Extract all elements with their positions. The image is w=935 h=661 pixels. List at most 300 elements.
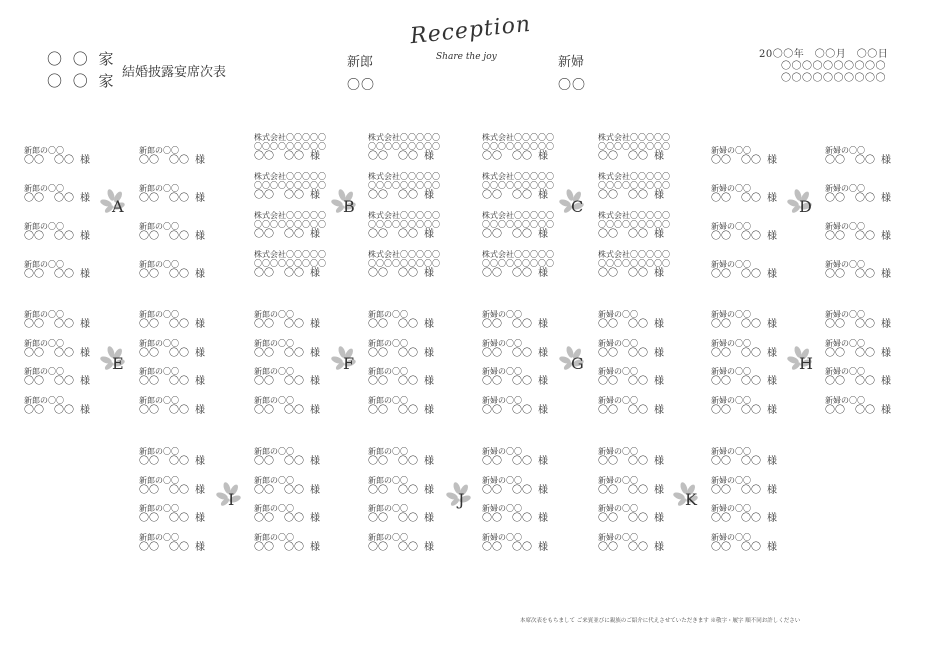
- table-letter: F: [343, 354, 355, 373]
- honorific: 様: [538, 485, 548, 496]
- guest-title: 新郎の〇〇: [254, 339, 294, 348]
- guest-entry: [482, 250, 582, 280]
- guest-name: 〇〇 〇〇 様: [598, 268, 664, 279]
- guest-title: 新郎の〇〇: [368, 367, 408, 376]
- guest-entry: [254, 447, 354, 468]
- family-names: [47, 48, 117, 92]
- honorific: 様: [538, 151, 548, 162]
- guest-company-sub: 〇〇〇〇〇〇〇〇〇: [482, 181, 554, 190]
- honorific: 様: [654, 348, 664, 359]
- honorific: 様: [881, 269, 891, 280]
- guest-title: 新婦の〇〇: [711, 146, 751, 155]
- guest-name: 〇〇 〇〇 様: [598, 456, 664, 467]
- guest-name: 〇〇 〇〇 様: [254, 151, 320, 162]
- guest-company: 株式会社〇〇〇〇〇: [598, 172, 670, 181]
- guest-entry: [254, 396, 354, 417]
- guest-entry: [482, 133, 582, 163]
- honorific: 様: [424, 376, 434, 387]
- guest-name: 〇〇 〇〇 様: [368, 485, 434, 496]
- guest-title: 新郎の〇〇: [139, 222, 179, 231]
- guest-entry: [254, 133, 354, 163]
- guest-name: 〇〇 〇〇 様: [711, 231, 777, 242]
- guest-name: 〇〇 〇〇 様: [139, 319, 205, 330]
- guest-company-sub: 〇〇〇〇〇〇〇〇〇: [254, 142, 326, 151]
- guest-name: 〇〇 〇〇 様: [254, 268, 320, 279]
- honorific: 様: [767, 269, 777, 280]
- logo-sub-text: Share the joy: [436, 52, 497, 62]
- honorific: 様: [80, 269, 90, 280]
- guest-title: 新婦の〇〇: [711, 184, 751, 193]
- guest-name: 〇〇 〇〇 様: [482, 319, 548, 330]
- guest-title: 新婦の〇〇: [711, 222, 751, 231]
- guest-name: 〇〇 〇〇 様: [24, 269, 90, 280]
- guest-title: 新郎の〇〇: [139, 396, 179, 405]
- honorific: 様: [538, 376, 548, 387]
- guest-entry: [482, 504, 582, 525]
- guest-title: 新婦の〇〇: [598, 367, 638, 376]
- guest-name: 〇〇 〇〇 様: [254, 190, 320, 201]
- honorific: 様: [654, 405, 664, 416]
- guest-title: 新婦の〇〇: [825, 260, 865, 269]
- guest-title: 新郎の〇〇: [24, 367, 64, 376]
- guest-title: 新婦の〇〇: [711, 367, 751, 376]
- guest-title: 新婦の〇〇: [825, 339, 865, 348]
- table-marker-i: [220, 486, 250, 516]
- guest-name: 〇〇 〇〇 様: [139, 269, 205, 280]
- guest-company-sub: 〇〇〇〇〇〇〇〇〇: [368, 142, 440, 151]
- honorific: 様: [424, 268, 434, 279]
- guest-company-sub: 〇〇〇〇〇〇〇〇〇: [598, 220, 670, 229]
- honorific: 様: [424, 542, 434, 553]
- guest-name: 〇〇 〇〇 様: [482, 229, 548, 240]
- guest-title: 新婦の〇〇: [482, 533, 522, 542]
- table-marker-e: [104, 350, 134, 380]
- guest-title: 新婦の〇〇: [711, 447, 751, 456]
- honorific: 様: [424, 485, 434, 496]
- honorific: 様: [538, 456, 548, 467]
- guest-name: 〇〇 〇〇 様: [368, 190, 434, 201]
- honorific: 様: [310, 405, 320, 416]
- guest-name: 〇〇 〇〇 様: [368, 348, 434, 359]
- guest-name: 〇〇 〇〇 様: [598, 542, 664, 553]
- event-date: 20〇〇年 〇〇月 〇〇日: [759, 49, 889, 60]
- honorific: 様: [538, 513, 548, 524]
- honorific: 様: [424, 513, 434, 524]
- guest-name: 〇〇 〇〇 様: [368, 376, 434, 387]
- honorific: 様: [654, 151, 664, 162]
- honorific: 様: [195, 155, 205, 166]
- guest-name: 〇〇 〇〇 様: [825, 376, 891, 387]
- guest-company: 株式会社〇〇〇〇〇: [368, 250, 440, 259]
- honorific: 様: [195, 348, 205, 359]
- guest-entry: [139, 367, 239, 388]
- guest-name: 〇〇 〇〇 様: [254, 513, 320, 524]
- guest-name: 〇〇 〇〇 様: [598, 319, 664, 330]
- guest-name: 〇〇 〇〇 様: [598, 376, 664, 387]
- table-letter: D: [799, 197, 812, 216]
- guest-company: 株式会社〇〇〇〇〇: [482, 172, 554, 181]
- guest-entry: [825, 260, 925, 281]
- guest-entry: [139, 339, 239, 360]
- table-letter: G: [571, 354, 584, 373]
- honorific: 様: [195, 456, 205, 467]
- guest-entry: [825, 396, 925, 417]
- honorific: 様: [654, 542, 664, 553]
- guest-entry: [139, 184, 239, 205]
- honorific: 様: [424, 319, 434, 330]
- guest-entry: [598, 396, 698, 417]
- honorific: 様: [80, 231, 90, 242]
- guest-title: 新郎の〇〇: [139, 146, 179, 155]
- honorific: 様: [80, 193, 90, 204]
- guest-name: 〇〇 〇〇 様: [482, 190, 548, 201]
- bride-label: 新婦: [558, 55, 585, 70]
- guest-entry: [368, 447, 468, 468]
- guest-entry: [254, 250, 354, 280]
- table-letter: K: [685, 490, 697, 509]
- guest-entry: [24, 260, 124, 281]
- guest-company: 株式会社〇〇〇〇〇: [254, 172, 326, 181]
- guest-entry: [368, 310, 468, 331]
- guest-name: 〇〇 〇〇 様: [139, 485, 205, 496]
- table-letter: H: [799, 354, 813, 373]
- guest-entry: [825, 146, 925, 167]
- guest-entry: [482, 447, 582, 468]
- honorific: 様: [310, 348, 320, 359]
- guest-entry: [368, 396, 468, 417]
- guest-entry: [139, 396, 239, 417]
- groom-label: 新郎: [347, 55, 374, 70]
- honorific: 様: [654, 229, 664, 240]
- table-letter: J: [458, 490, 465, 509]
- guest-name: 〇〇 〇〇 様: [825, 155, 891, 166]
- guest-entry: [368, 533, 468, 554]
- guest-entry: [254, 504, 354, 525]
- guest-entry: [139, 533, 239, 554]
- guest-title: 新婦の〇〇: [482, 310, 522, 319]
- guest-entry: [139, 260, 239, 281]
- guest-name: 〇〇 〇〇 様: [139, 456, 205, 467]
- guest-entry: [598, 133, 698, 163]
- honorific: 様: [538, 542, 548, 553]
- guest-entry: [711, 533, 811, 554]
- honorific: 様: [310, 190, 320, 201]
- guest-name: 〇〇 〇〇 様: [24, 193, 90, 204]
- table-letter: C: [571, 197, 584, 216]
- honorific: 様: [195, 542, 205, 553]
- guest-company-sub: 〇〇〇〇〇〇〇〇〇: [598, 259, 670, 268]
- table-marker-g: [563, 350, 593, 380]
- guest-name: 〇〇 〇〇 様: [711, 155, 777, 166]
- guest-name: 〇〇 〇〇 様: [825, 348, 891, 359]
- honorific: 様: [654, 513, 664, 524]
- guest-entry: [598, 447, 698, 468]
- guest-entry: [139, 146, 239, 167]
- guest-company: 株式会社〇〇〇〇〇: [482, 211, 554, 220]
- honorific: 様: [881, 348, 891, 359]
- guest-entry: [368, 367, 468, 388]
- honorific: 様: [310, 513, 320, 524]
- guest-name: 〇〇 〇〇 様: [368, 151, 434, 162]
- guest-entry: [825, 339, 925, 360]
- guest-entry: [711, 476, 811, 497]
- honorific: 様: [654, 319, 664, 330]
- guest-name: 〇〇 〇〇 様: [825, 405, 891, 416]
- guest-name: 〇〇 〇〇 様: [254, 485, 320, 496]
- guest-title: 新郎の〇〇: [139, 184, 179, 193]
- honorific: 様: [538, 229, 548, 240]
- guest-title: 新郎の〇〇: [368, 476, 408, 485]
- groom-block: [347, 51, 375, 93]
- guest-name: 〇〇 〇〇 様: [254, 229, 320, 240]
- guest-name: 〇〇 〇〇 様: [598, 348, 664, 359]
- guest-name: 〇〇 〇〇 様: [139, 231, 205, 242]
- guest-entry: [24, 222, 124, 243]
- honorific: 様: [310, 319, 320, 330]
- guest-name: 〇〇 〇〇 様: [24, 348, 90, 359]
- guest-company: 株式会社〇〇〇〇〇: [368, 172, 440, 181]
- guest-company: 株式会社〇〇〇〇〇: [368, 133, 440, 142]
- guest-entry: [711, 504, 811, 525]
- guest-name: 〇〇 〇〇 様: [598, 190, 664, 201]
- honorific: 様: [424, 229, 434, 240]
- guest-title: 新婦の〇〇: [482, 396, 522, 405]
- table-letter: A: [112, 197, 124, 216]
- guest-title: 新婦の〇〇: [482, 339, 522, 348]
- guest-title: 新郎の〇〇: [139, 533, 179, 542]
- honorific: 様: [538, 190, 548, 201]
- guest-company-sub: 〇〇〇〇〇〇〇〇〇: [368, 181, 440, 190]
- bride-block: [558, 51, 586, 93]
- guest-title: 新郎の〇〇: [139, 447, 179, 456]
- guest-entry: [598, 172, 698, 202]
- honorific: 様: [767, 376, 777, 387]
- guest-title: 新婦の〇〇: [825, 222, 865, 231]
- bride-name: 〇〇: [558, 78, 587, 93]
- guest-name: 〇〇 〇〇 様: [368, 513, 434, 524]
- guest-title: 新郎の〇〇: [254, 447, 294, 456]
- guest-title: 新婦の〇〇: [598, 504, 638, 513]
- guest-name: 〇〇 〇〇 様: [482, 456, 548, 467]
- honorific: 様: [767, 155, 777, 166]
- guest-entry: [24, 396, 124, 417]
- guest-title: 新郎の〇〇: [24, 222, 64, 231]
- guest-entry: [598, 310, 698, 331]
- guest-entry: [139, 310, 239, 331]
- guest-entry: [368, 172, 468, 202]
- guest-name: 〇〇 〇〇 様: [368, 456, 434, 467]
- guest-entry: [711, 146, 811, 167]
- guest-title: 新郎の〇〇: [139, 367, 179, 376]
- guest-entry: [254, 533, 354, 554]
- guest-entry: [482, 396, 582, 417]
- guest-company-sub: 〇〇〇〇〇〇〇〇〇: [598, 142, 670, 151]
- venue-line-2: 〇〇〇〇〇〇〇〇〇〇: [781, 73, 886, 84]
- guest-name: 〇〇 〇〇 様: [598, 229, 664, 240]
- honorific: 様: [881, 155, 891, 166]
- guest-name: 〇〇 〇〇 様: [711, 348, 777, 359]
- guest-entry: [368, 250, 468, 280]
- honorific: 様: [310, 376, 320, 387]
- honorific: 様: [654, 376, 664, 387]
- guest-title: 新郎の〇〇: [368, 504, 408, 513]
- guest-entry: [368, 211, 468, 241]
- guest-title: 新郎の〇〇: [24, 339, 64, 348]
- guest-entry: [711, 396, 811, 417]
- bride-family: 〇 〇 家: [47, 72, 117, 90]
- event-info: [759, 49, 888, 85]
- honorific: 様: [767, 405, 777, 416]
- honorific: 様: [310, 542, 320, 553]
- guest-company: 株式会社〇〇〇〇〇: [482, 250, 554, 259]
- guest-name: 〇〇 〇〇 様: [482, 268, 548, 279]
- guest-title: 新婦の〇〇: [825, 396, 865, 405]
- guest-name: 〇〇 〇〇 様: [598, 513, 664, 524]
- guest-name: 〇〇 〇〇 様: [482, 405, 548, 416]
- guest-entry: [598, 250, 698, 280]
- honorific: 様: [195, 231, 205, 242]
- guest-title: 新郎の〇〇: [254, 310, 294, 319]
- table-marker-a: [104, 193, 134, 223]
- table-marker-h: [791, 350, 821, 380]
- guest-name: 〇〇 〇〇 様: [139, 155, 205, 166]
- honorific: 様: [310, 229, 320, 240]
- guest-company-sub: 〇〇〇〇〇〇〇〇〇: [368, 259, 440, 268]
- guest-company: 株式会社〇〇〇〇〇: [598, 133, 670, 142]
- guest-entry: [598, 211, 698, 241]
- honorific: 様: [195, 319, 205, 330]
- guest-company: 株式会社〇〇〇〇〇: [254, 133, 326, 142]
- honorific: 様: [881, 376, 891, 387]
- honorific: 様: [654, 190, 664, 201]
- guest-title: 新郎の〇〇: [368, 533, 408, 542]
- guest-title: 新婦の〇〇: [482, 476, 522, 485]
- guest-title: 新郎の〇〇: [254, 504, 294, 513]
- guest-company: 株式会社〇〇〇〇〇: [482, 133, 554, 142]
- guest-title: 新郎の〇〇: [368, 310, 408, 319]
- guest-entry: [254, 476, 354, 497]
- table-marker-c: [563, 193, 593, 223]
- guest-company-sub: 〇〇〇〇〇〇〇〇〇: [254, 259, 326, 268]
- guest-name: 〇〇 〇〇 様: [711, 405, 777, 416]
- guest-name: 〇〇 〇〇 様: [711, 456, 777, 467]
- guest-title: 新婦の〇〇: [711, 533, 751, 542]
- table-marker-b: [335, 193, 365, 223]
- guest-title: 新婦の〇〇: [825, 184, 865, 193]
- guest-title: 新郎の〇〇: [24, 260, 64, 269]
- honorific: 様: [424, 405, 434, 416]
- guest-entry: [711, 447, 811, 468]
- guest-title: 新郎の〇〇: [368, 339, 408, 348]
- guest-title: 新婦の〇〇: [598, 476, 638, 485]
- guest-entry: [711, 222, 811, 243]
- guest-name: 〇〇 〇〇 様: [139, 376, 205, 387]
- guest-company: 株式会社〇〇〇〇〇: [254, 211, 326, 220]
- guest-name: 〇〇 〇〇 様: [368, 405, 434, 416]
- guest-name: 〇〇 〇〇 様: [24, 405, 90, 416]
- guest-title: 新郎の〇〇: [139, 476, 179, 485]
- guest-name: 〇〇 〇〇 様: [825, 231, 891, 242]
- table-letter: E: [112, 354, 124, 373]
- guest-title: 新郎の〇〇: [24, 310, 64, 319]
- venue-line-1: 〇〇〇〇〇〇〇〇〇〇: [781, 61, 886, 72]
- honorific: 様: [310, 151, 320, 162]
- honorific: 様: [767, 231, 777, 242]
- honorific: 様: [424, 190, 434, 201]
- table-marker-d: [791, 193, 821, 223]
- guest-name: 〇〇 〇〇 様: [711, 376, 777, 387]
- guest-name: 〇〇 〇〇 様: [368, 229, 434, 240]
- guest-name: 〇〇 〇〇 様: [139, 513, 205, 524]
- guest-name: 〇〇 〇〇 様: [711, 513, 777, 524]
- guest-name: 〇〇 〇〇 様: [24, 376, 90, 387]
- guest-title: 新郎の〇〇: [254, 396, 294, 405]
- guest-entry: [598, 533, 698, 554]
- guest-title: 新婦の〇〇: [598, 339, 638, 348]
- guest-entry: [711, 310, 811, 331]
- guest-entry: [482, 310, 582, 331]
- honorific: 様: [195, 405, 205, 416]
- guest-name: 〇〇 〇〇 様: [24, 155, 90, 166]
- guest-name: 〇〇 〇〇 様: [254, 348, 320, 359]
- guest-title: 新郎の〇〇: [139, 339, 179, 348]
- honorific: 様: [424, 348, 434, 359]
- honorific: 様: [538, 405, 548, 416]
- honorific: 様: [767, 319, 777, 330]
- honorific: 様: [195, 513, 205, 524]
- guest-name: 〇〇 〇〇 様: [139, 193, 205, 204]
- guest-entry: [825, 184, 925, 205]
- guest-title: 新郎の〇〇: [139, 504, 179, 513]
- honorific: 様: [538, 348, 548, 359]
- guest-company-sub: 〇〇〇〇〇〇〇〇〇: [368, 220, 440, 229]
- guest-company-sub: 〇〇〇〇〇〇〇〇〇: [254, 220, 326, 229]
- honorific: 様: [195, 485, 205, 496]
- guest-company: 株式会社〇〇〇〇〇: [254, 250, 326, 259]
- honorific: 様: [654, 456, 664, 467]
- guest-title: 新婦の〇〇: [482, 367, 522, 376]
- honorific: 様: [881, 319, 891, 330]
- guest-entry: [254, 310, 354, 331]
- guest-company-sub: 〇〇〇〇〇〇〇〇〇: [482, 142, 554, 151]
- guest-title: 新婦の〇〇: [711, 396, 751, 405]
- guest-name: 〇〇 〇〇 様: [825, 319, 891, 330]
- guest-name: 〇〇 〇〇 様: [254, 405, 320, 416]
- guest-title: 新婦の〇〇: [598, 310, 638, 319]
- honorific: 様: [195, 269, 205, 280]
- table-marker-f: [335, 350, 365, 380]
- guest-name: 〇〇 〇〇 様: [711, 319, 777, 330]
- guest-name: 〇〇 〇〇 様: [139, 542, 205, 553]
- guest-company-sub: 〇〇〇〇〇〇〇〇〇: [598, 181, 670, 190]
- guest-title: 新郎の〇〇: [139, 310, 179, 319]
- honorific: 様: [767, 348, 777, 359]
- guest-company-sub: 〇〇〇〇〇〇〇〇〇: [254, 181, 326, 190]
- guest-name: 〇〇 〇〇 様: [254, 376, 320, 387]
- guest-company-sub: 〇〇〇〇〇〇〇〇〇: [482, 220, 554, 229]
- honorific: 様: [881, 231, 891, 242]
- honorific: 様: [80, 319, 90, 330]
- guest-title: 新郎の〇〇: [24, 184, 64, 193]
- guest-name: 〇〇 〇〇 様: [598, 151, 664, 162]
- guest-name: 〇〇 〇〇 様: [482, 542, 548, 553]
- table-letter: I: [228, 490, 235, 509]
- guest-company: 株式会社〇〇〇〇〇: [598, 250, 670, 259]
- guest-name: 〇〇 〇〇 様: [254, 456, 320, 467]
- honorific: 様: [424, 456, 434, 467]
- guest-title: 新婦の〇〇: [598, 396, 638, 405]
- guest-entry: [825, 222, 925, 243]
